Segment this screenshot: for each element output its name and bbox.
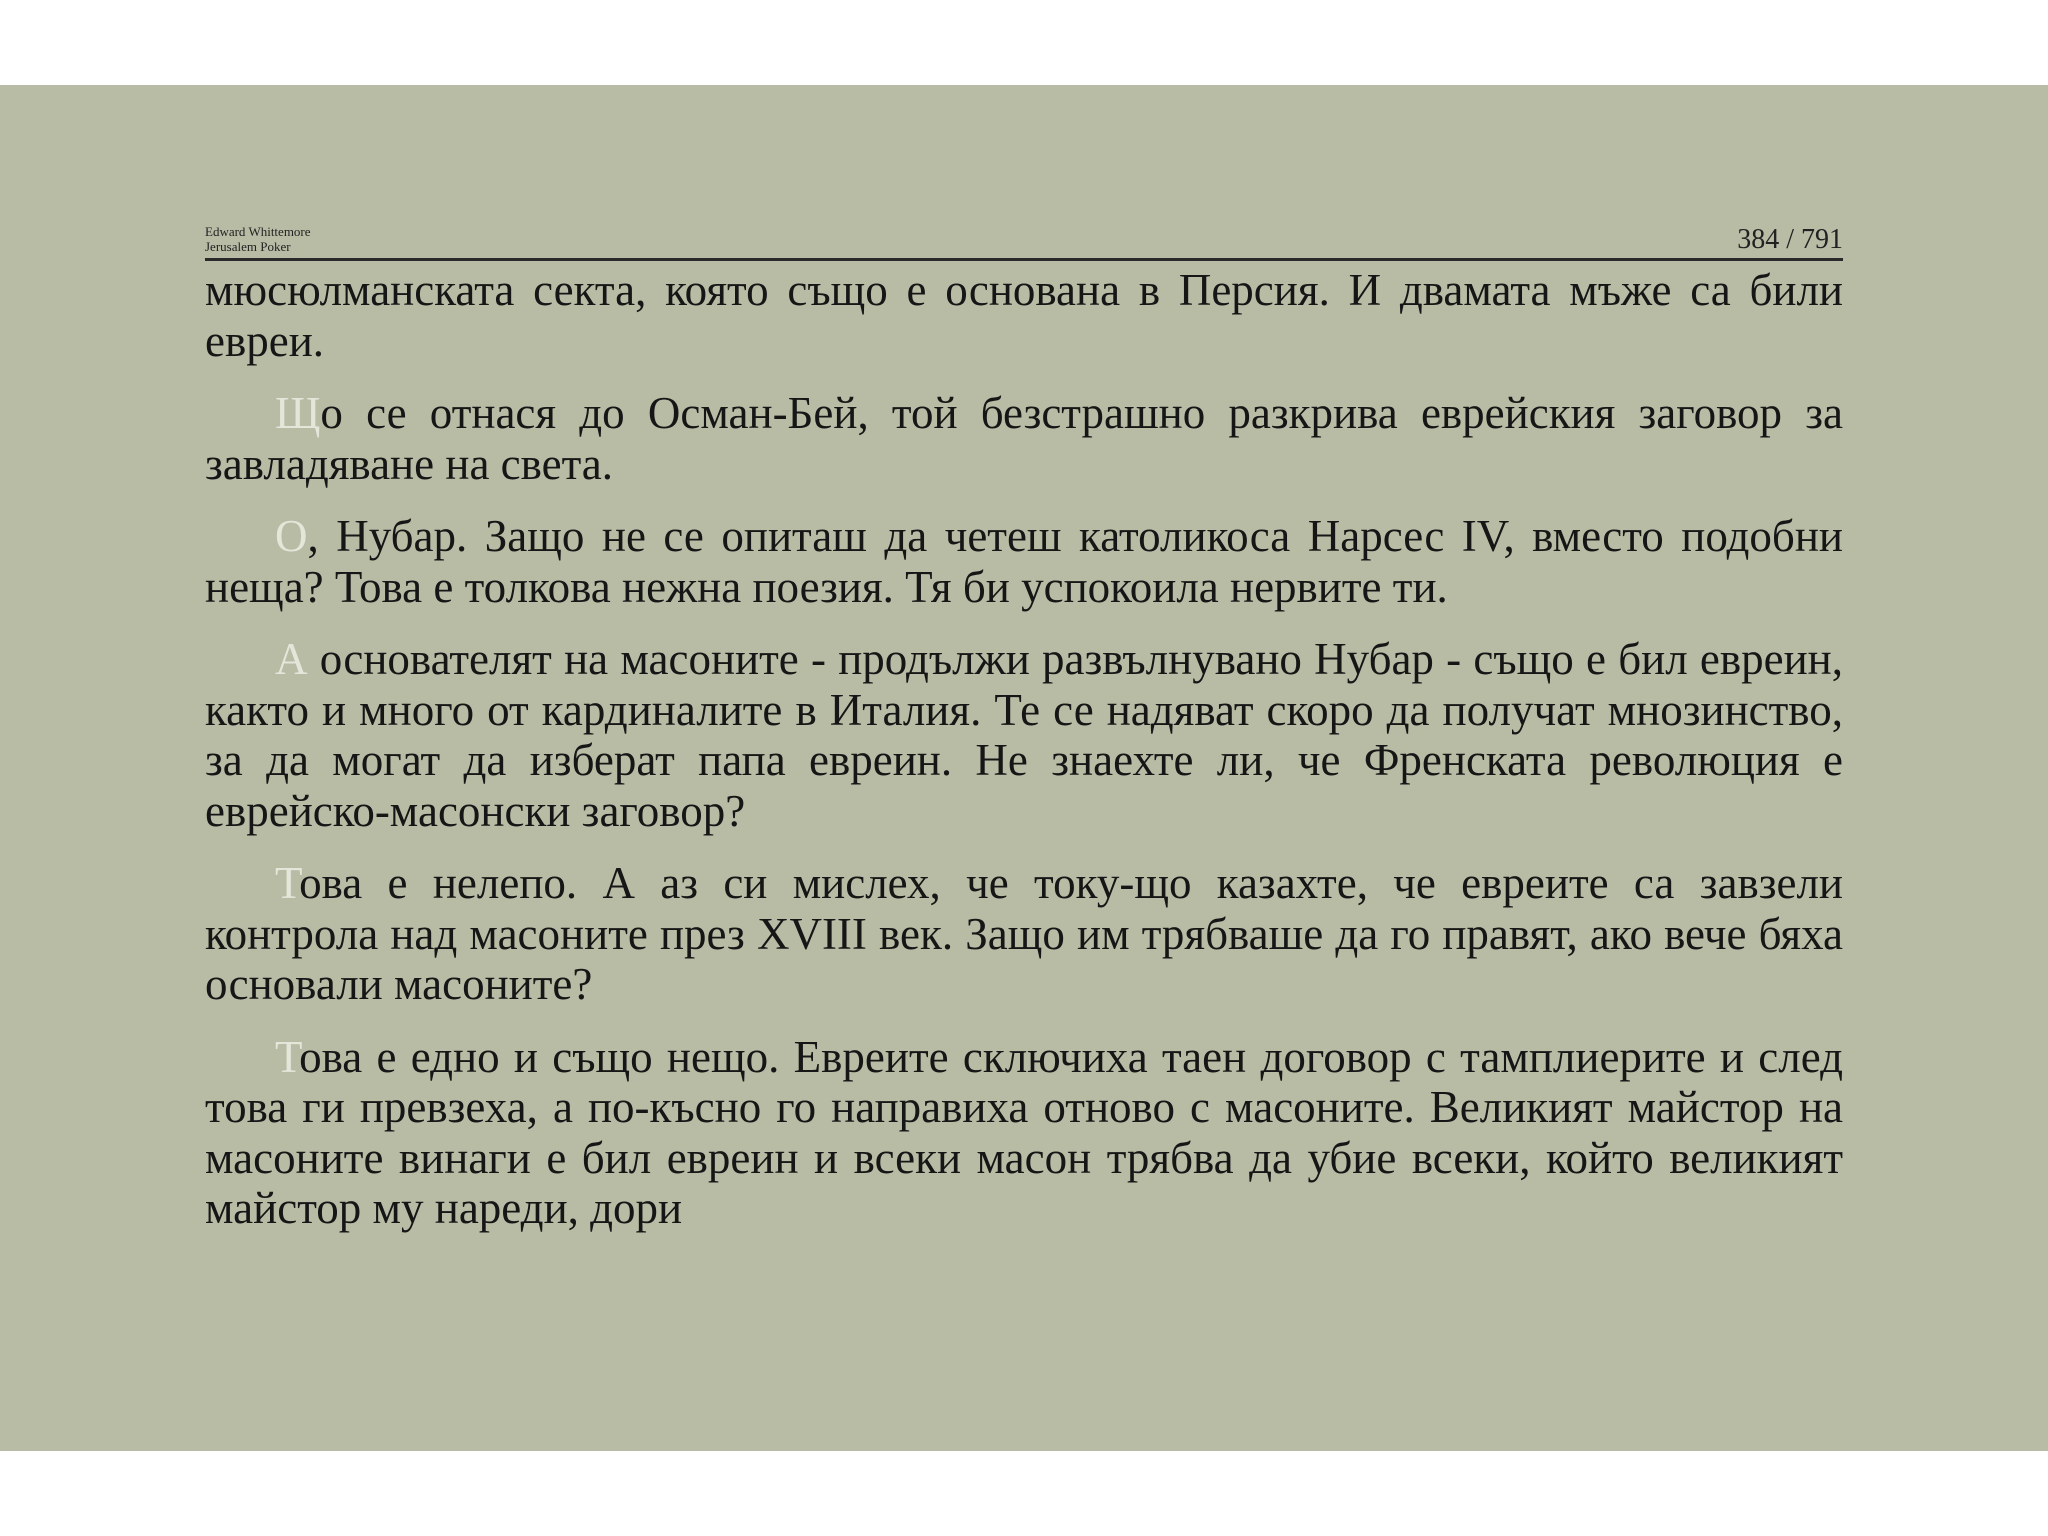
paragraph (205, 511, 1843, 612)
paragraph-text: о се отнася до Осман-Бей, той безстрашно разкрива еврейския заговор за завладяване на света. (205, 388, 1843, 489)
paragraph (205, 634, 1843, 836)
initial-letter: А (275, 634, 308, 684)
book-title: Jerusalem Poker (205, 239, 291, 254)
paragraph (205, 265, 1843, 366)
running-head (205, 224, 311, 254)
author-name: Edward Whittemore (205, 224, 311, 239)
initial-letter: О (275, 511, 308, 561)
paragraph (205, 1032, 1843, 1234)
paragraph-text: , Нубар. Защо не се опиташ да четеш католикоса Нарсес IV, вместо подобни неща? Това е толкова нежна поезия. Тя би успокоила нервите ти. (205, 511, 1843, 612)
paragraph (205, 858, 1843, 1010)
page-number: 384 / 791 (1737, 224, 1843, 255)
paragraph-text: мюсюлманската секта, която също е основана в Персия. И двамата мъже са били евреи. (205, 265, 1843, 366)
paragraph-text: ова е нелепо. А аз си мислех, че току-що казахте, че евреите са завзели контрола над масоните през XVIII век. Защо им трябваше да го правят, ако вече бяха основали масоните? (205, 858, 1843, 1009)
paragraph (205, 388, 1843, 489)
page-header (205, 134, 1843, 261)
book-text (205, 265, 1843, 1256)
initial-letter: Т (275, 858, 300, 908)
initial-letter: Т (275, 1031, 300, 1082)
paragraph-text: ова е едно и също нещо. Евреите сключиха таен договор с тамплиерите и след това ги превзеха, а по-късно го направиха отново с масоните. Великият майстор на масоните винаги е бил евреин и всеки масон трябва да убие всеки, който великият майстор му нареди, дори (205, 1031, 1843, 1233)
paragraph-text: основателят на масоните - продължи развълнувано Нубар - също е бил евреин, както и много от кардиналите в Италия. Те се надяват скоро да получат мнозинство, за да могат да изберат папа евреин. Не знаехте ли, че Френската революция е еврейско-масонски заговор? (205, 634, 1843, 836)
initial-letter: Щ (275, 388, 321, 438)
